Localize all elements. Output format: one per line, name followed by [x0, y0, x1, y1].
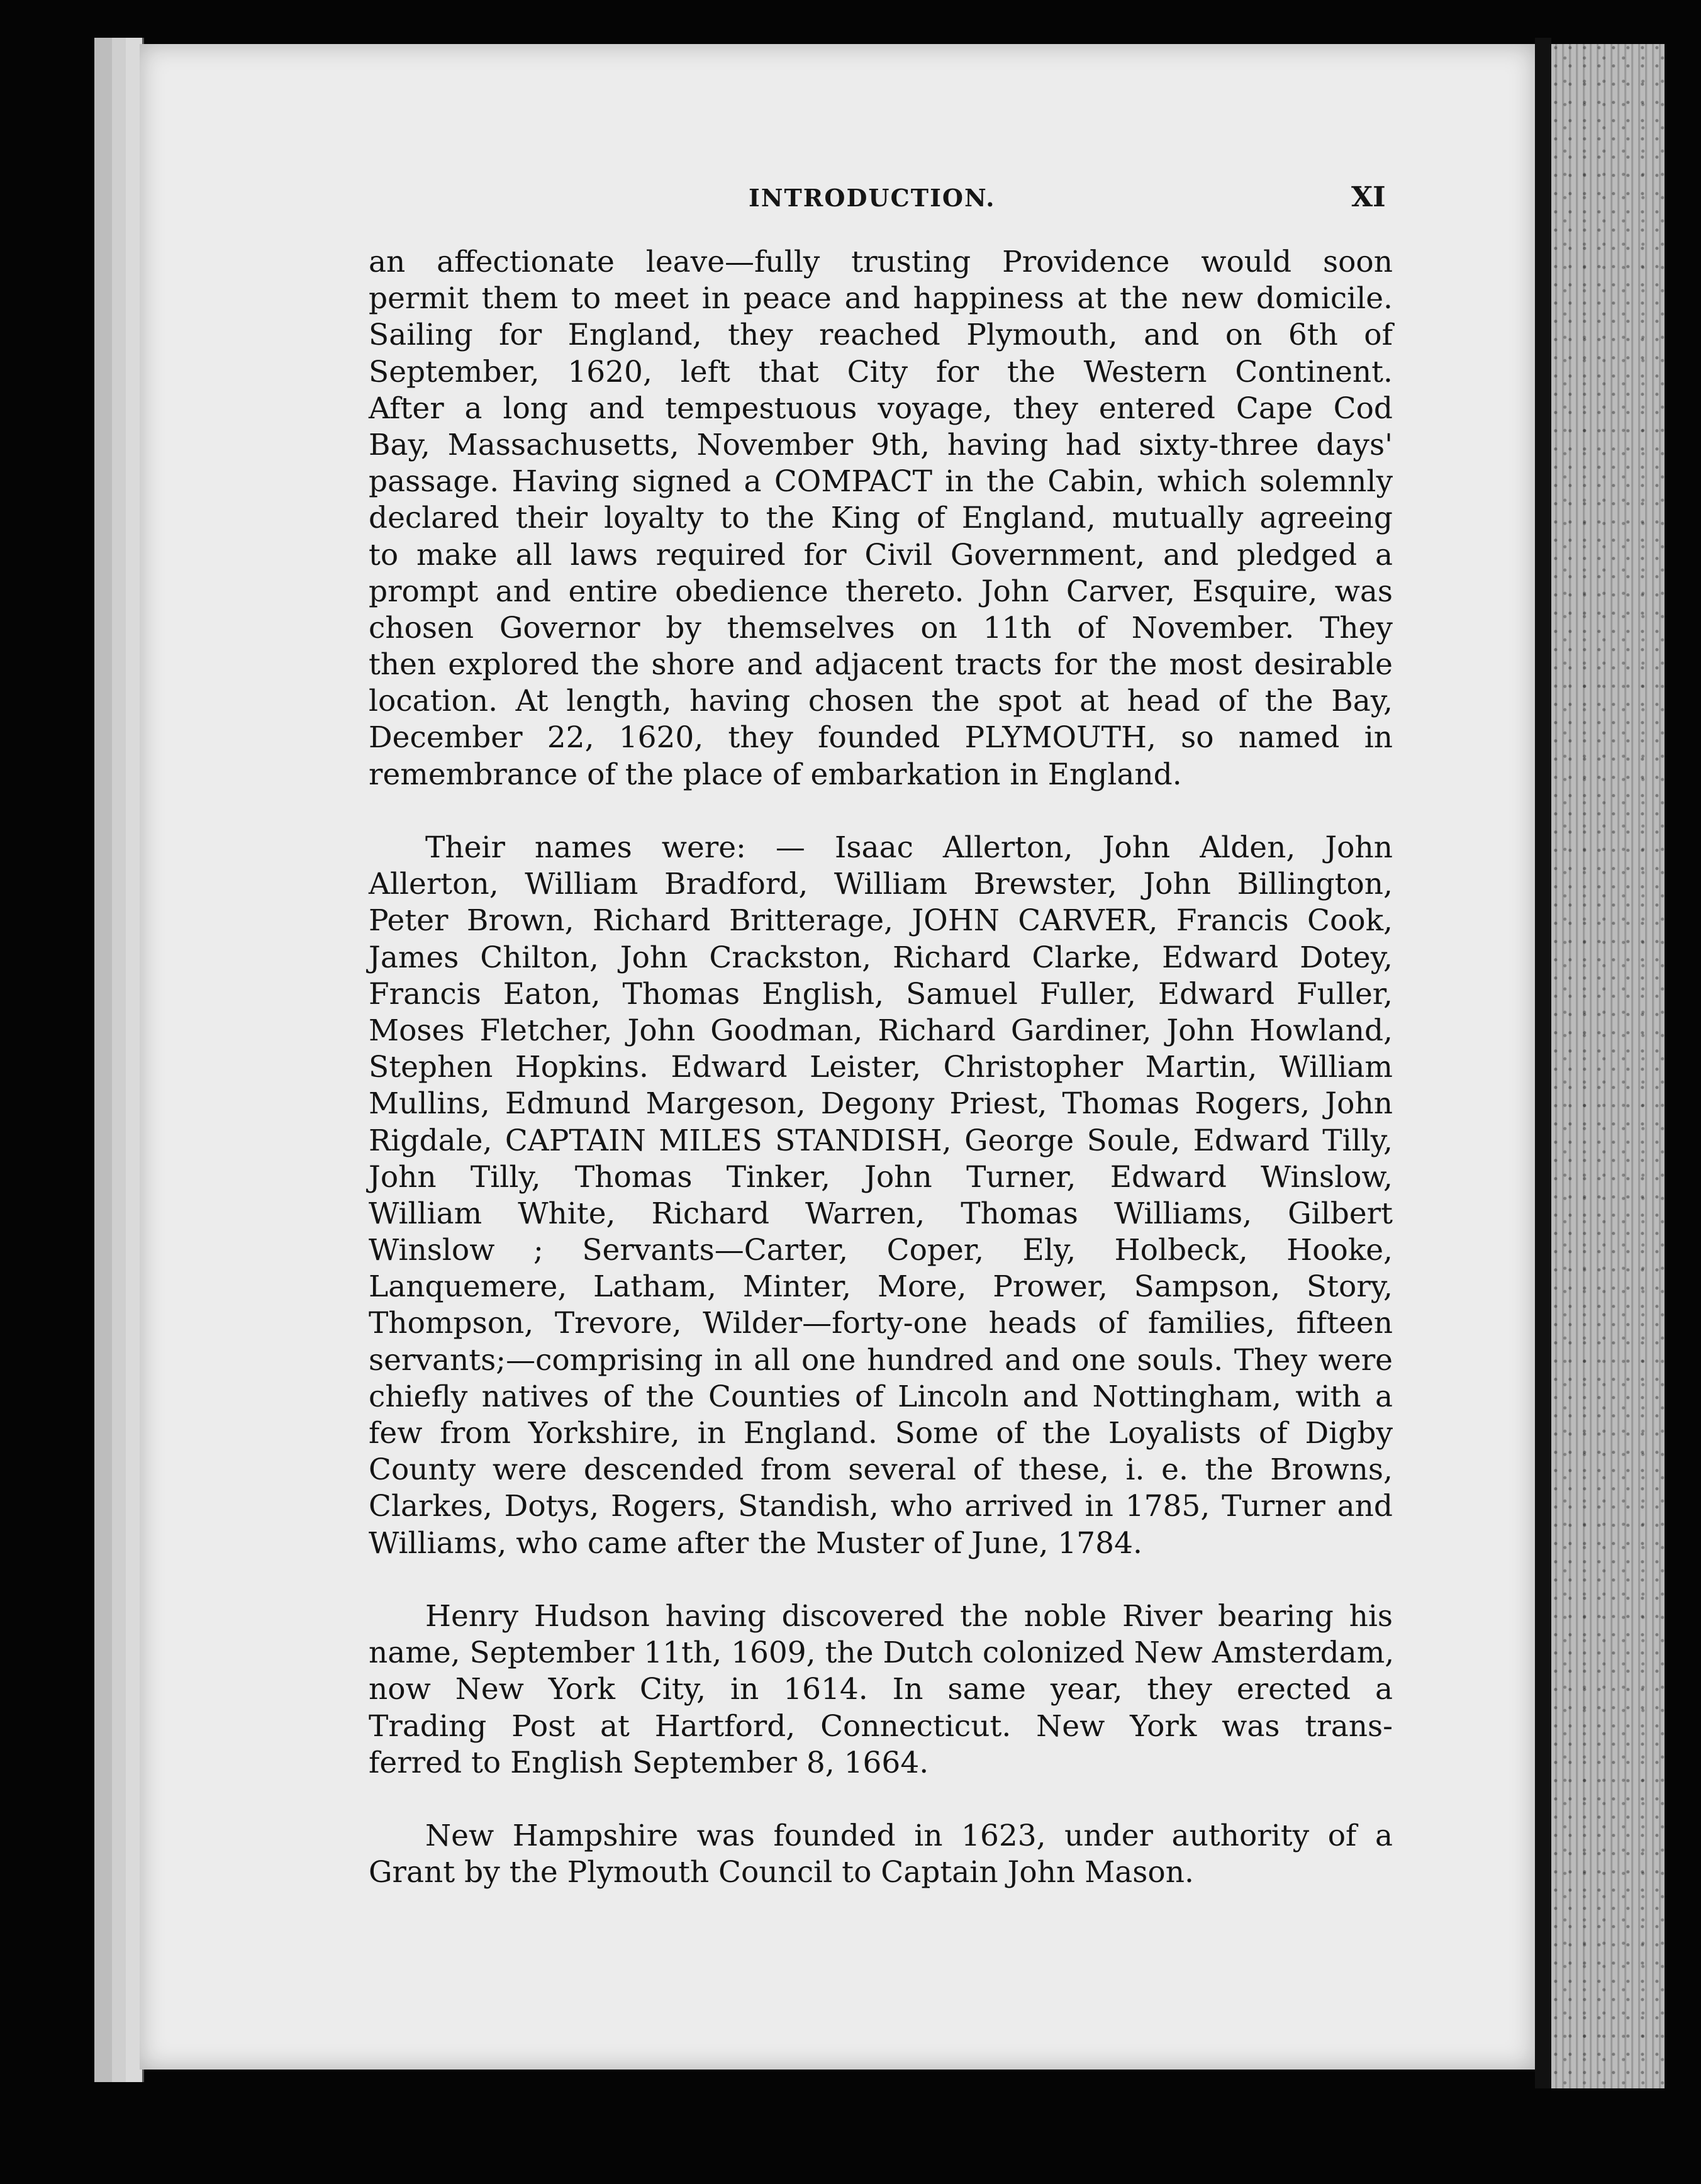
text-line: Henry Hudson having discovered the noble River bearing his — [425, 1598, 1393, 1634]
text-line: County were descended from several of these, i. e. the Browns, — [369, 1452, 1393, 1488]
text-line: William White, Richard Warren, Thomas Williams, Gilbert — [369, 1196, 1393, 1231]
text-line: passage. Having signed a COMPACT in the Cabin, which solemnly — [369, 464, 1393, 499]
text-line: an affectionate leave—fully trusting Providence would soon — [369, 245, 1393, 279]
text-line: Mullins, Edmund Margeson, Degony Priest, Thomas Rogers, John — [369, 1086, 1393, 1122]
text-line: Lanquemere, Latham, Minter, More, Prower, Sampson, Story, — [369, 1269, 1393, 1305]
text-line: Moses Fletcher, John Goodman, Richard Gardiner, John Howland, — [369, 1013, 1393, 1048]
facing-page-edge — [1551, 44, 1665, 2088]
text-line: Their names were: — Isaac Allerton, John Alden, John — [425, 830, 1393, 865]
text-line: John Tilly, Thomas Tinker, John Turner, Edward Winslow, — [369, 1159, 1393, 1195]
text-line: ferred to English September 8, 1664. — [369, 1745, 929, 1780]
text-line: After a long and tempestuous voyage, they entered Cape Cod — [369, 391, 1393, 426]
paragraph-gap — [369, 1781, 1393, 1818]
text-line: Peter Brown, Richard Britterage, JOHN CARVER, Francis Cook, — [369, 903, 1393, 939]
page-number: XI — [1351, 181, 1386, 213]
text-line: location. At length, having chosen the spot at head of the Bay, — [369, 684, 1393, 719]
text-line: Rigdale, CAPTAIN MILES STANDISH, George Soule, Edward Tilly, — [369, 1123, 1393, 1158]
text-line: chiefly natives of the Counties of Lincoln and Nottingham, with a — [369, 1379, 1393, 1414]
text-line: Francis Eaton, Thomas English, Samuel Fuller, Edward Fuller, — [369, 976, 1393, 1011]
text-line: remembrance of the place of embarkation in England. — [369, 757, 1182, 792]
text-line: permit them to meet in peace and happiness at the new domicile. — [369, 281, 1393, 316]
text-line: Stephen Hopkins. Edward Leister, Christopher Martin, William — [369, 1050, 1393, 1085]
text-line: chosen Governor by themselves on 11th of November. They — [369, 610, 1393, 645]
text-line: Thompson, Trevore, Wilder—forty-one heads of families, fifteen — [369, 1306, 1393, 1341]
text-line: Sailing for England, they reached Plymouth, and on 6th of — [369, 318, 1393, 353]
text-line: December 22, 1620, they founded PLYMOUTH, so named in — [369, 720, 1393, 755]
paragraph-gap — [369, 793, 1393, 830]
text-line: servants;—comprising in all one hundred and one souls. They were — [369, 1342, 1393, 1378]
text-line: prompt and entire obedience thereto. John Carver, Esquire, was — [369, 574, 1393, 609]
text-line: September, 1620, left that City for the Western Continent. — [369, 354, 1393, 389]
text-line: Clarkes, Dotys, Rogers, Standish, who arrived in 1785, Turner and — [369, 1489, 1393, 1524]
text-line: Winslow ; Servants—Carter, Coper, Ely, Holbeck, Hooke, — [369, 1233, 1393, 1268]
text-line: Trading Post at Hartford, Connecticut. New York was trans- — [369, 1708, 1393, 1744]
paragraph-gap — [369, 1562, 1393, 1598]
text-line: Williams, who came after the Muster of June, 1784. — [369, 1525, 1142, 1561]
text-line: Allerton, William Bradford, William Brewster, John Billington, — [369, 867, 1393, 902]
text-line: now New York City, in 1614. In same year, they erected a — [369, 1672, 1393, 1707]
text-line: name, September 11th, 1609, the Dutch colonized New Amsterdam, — [369, 1635, 1395, 1671]
body-text — [369, 244, 1393, 1891]
running-head: INTRODUCTION. — [749, 184, 996, 212]
text-line: James Chilton, John Crackston, Richard Clarke, Edward Dotey, — [369, 940, 1393, 975]
book-gutter — [1535, 38, 1551, 2088]
text-line: New Hampshire was founded in 1623, under authority of a — [425, 1819, 1393, 1854]
text-line: Grant by the Plymouth Council to Captain John Mason. — [369, 1855, 1194, 1890]
text-line: then explored the shore and adjacent tracts for the most desirable — [369, 647, 1393, 682]
text-line: declared their loyalty to the King of England, mutually agreeing — [369, 501, 1393, 536]
text-line: to make all laws required for Civil Government, and pledged a — [369, 537, 1393, 572]
text-line: few from Yorkshire, in England. Some of the Loyalists of Digby — [369, 1416, 1393, 1451]
text-line: Bay, Massachusetts, November 9th, having had sixty-three days' — [369, 427, 1393, 462]
